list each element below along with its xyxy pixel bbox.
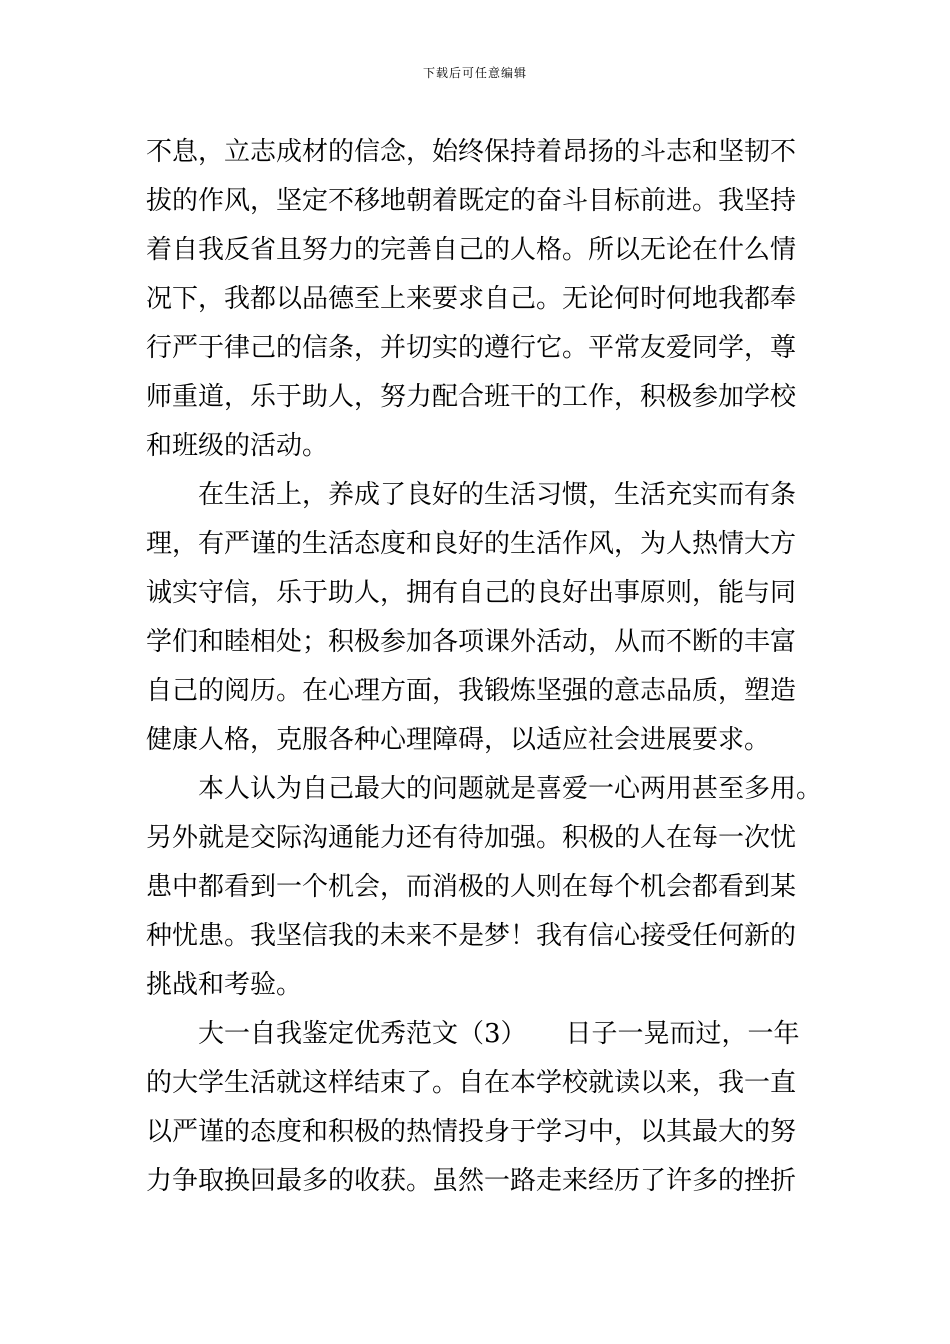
text-line: 师重道，乐于助人，努力配合班干的工作，积极参加学校 — [146, 382, 797, 412]
text-line: 的大学生活就这样结束了。自在本学校就读以来，我一直 — [146, 1068, 797, 1098]
text-line: 拔的作风，坚定不移地朝着既定的奋斗目标前进。我坚持 — [146, 186, 797, 216]
paragraph-start-line: 在生活上，养成了良好的生活习惯，生活充实而有条 — [198, 480, 797, 510]
text-line: 力争取换回最多的收获。虽然一路走来经历了许多的挫折 — [146, 1166, 797, 1196]
page-header: 下载后可任意编辑 — [422, 66, 527, 80]
paragraph-start-line: 大一自我鉴定优秀范文（3） 日子一晃而过，一年 — [198, 1019, 800, 1049]
text-line: 不息，立志成材的信念，始终保持着昂扬的斗志和坚韧不 — [146, 137, 797, 167]
document-body — [146, 128, 823, 1206]
text-line: 自己的阅历。在心理方面，我锻炼坚强的意志品质，塑造 — [146, 676, 797, 706]
text-line: 诚实守信，乐于助人，拥有自己的良好出事原则，能与同 — [146, 578, 797, 608]
text-line: 以严谨的态度和积极的热情投身于学习中，以其最大的努 — [146, 1117, 797, 1147]
text-line: 患中都看到一个机会，而消极的人则在每个机会都看到某 — [146, 872, 797, 902]
text-line: 另外就是交际沟通能力还有待加强。积极的人在每一次忧 — [146, 823, 797, 853]
text-line: 学们和睦相处；积极参加各项课外活动，从而不断的丰富 — [146, 627, 797, 657]
text-line: 健康人格，克服各种心理障碍，以适应社会进展要求。 — [146, 725, 771, 755]
text-line: 种忧患。我坚信我的未来不是梦！我有信心接受任何新的 — [146, 921, 797, 951]
text-line: 着自我反省且努力的完善自己的人格。所以无论在什么情 — [146, 235, 797, 265]
text-line: 理，有严谨的生活态度和良好的生活作风，为人热情大方 — [146, 529, 797, 559]
paragraph-start-line: 本人认为自己最大的问题就是喜爱一心两用甚至多用。 — [198, 774, 823, 804]
text-line: 行严于律己的信条，并切实的遵行它。平常友爱同学，尊 — [146, 333, 797, 363]
text-line: 况下，我都以品德至上来要求自己。无论何时何地我都奉 — [146, 284, 797, 314]
text-line: 挑战和考验。 — [146, 970, 303, 1000]
text-line: 和班级的活动。 — [146, 431, 329, 461]
